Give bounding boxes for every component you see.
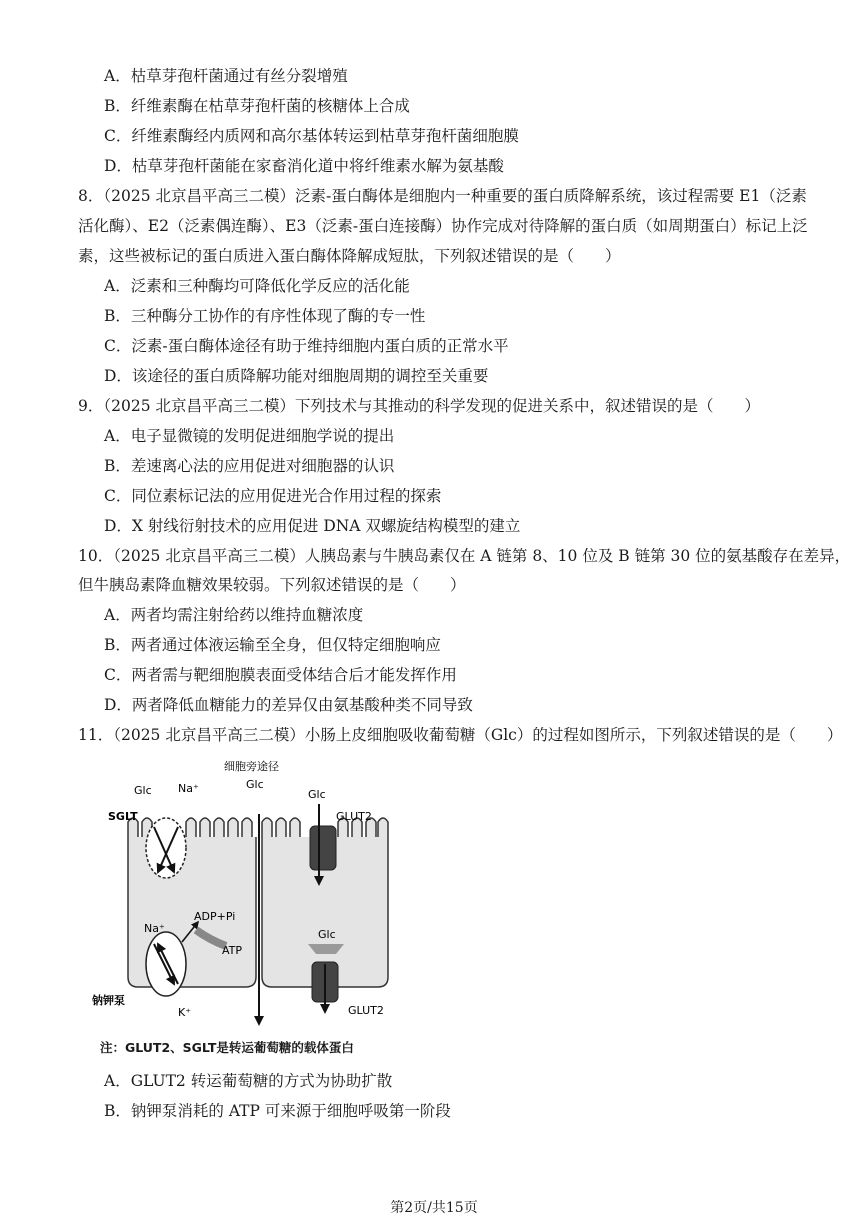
- q10-option-d: D．两者降低血糖能力的差异仅由氨基酸种类不同导致: [104, 696, 473, 714]
- q10-stem-line-2: 但牛胰岛素降血糖效果较弱。下列叙述错误的是（ ）: [78, 576, 466, 594]
- paracellular-glc-label: Glc: [246, 778, 264, 791]
- q9-option-b: B．差速离心法的应用促进对细胞器的认识: [104, 457, 395, 475]
- paracellular-title: 细胞旁途径: [224, 760, 279, 773]
- q7-option-b: B．纤维素酶在枯草芽孢杆菌的核糖体上合成: [104, 97, 410, 115]
- adp-label: ADP+Pi: [194, 910, 236, 923]
- figure-note: 注：GLUT2、SGLT是转运葡萄糖的载体蛋白: [100, 1040, 354, 1055]
- q10-option-c: C．两者需与靶细胞膜表面受体结合后才能发挥作用: [104, 666, 457, 684]
- q8-stem-line-2: 活化酶）、E2（泛素偶连酶）、E3（泛素-蛋白连接酶）协作完成对待降解的蛋白质（如周期蛋白）标记上泛: [78, 217, 808, 235]
- q7-option-c: C．纤维素酶经内质网和高尔基体转运到枯草芽孢杆菌细胞膜: [104, 127, 519, 145]
- q8-option-a: A．泛素和三种酶均可降低化学反应的活化能: [104, 277, 410, 295]
- sglt-transporter: [146, 818, 186, 878]
- pump-k-label: K⁺: [178, 1006, 192, 1019]
- q8-option-b: B．三种酶分工协作的有序性体现了酶的专一性: [104, 307, 426, 325]
- q11-option-a: A．GLUT2 转运葡萄糖的方式为协助扩散: [104, 1072, 393, 1090]
- q10-option-b: B．两者通过体液运输至全身，但仅特定细胞响应: [104, 636, 441, 654]
- q7-option-a: A．枯草芽孢杆菌通过有丝分裂增殖: [104, 67, 348, 85]
- q7-option-d: D．枯草芽孢杆菌能在家畜消化道中将纤维素水解为氨基酸: [104, 157, 504, 175]
- q8-option-c: C．泛素-蛋白酶体途径有助于维持细胞内蛋白质的正常水平: [104, 337, 509, 355]
- sglt-na-label: Na⁺: [178, 782, 199, 795]
- q8-stem-line-1: 8．（2025 北京昌平高三二模）泛素-蛋白酶体是细胞内一种重要的蛋白质降解系统，该过程需要 E1（泛素: [78, 187, 807, 205]
- q11-option-b: B．钠钾泵消耗的 ATP 可来源于细胞呼吸第一阶段: [104, 1102, 451, 1120]
- glucose-absorption-diagram: [86, 752, 446, 1042]
- pump-label: 钠钾泵: [92, 994, 125, 1007]
- pump-na-label: Na⁺: [144, 922, 165, 935]
- q9-stem: 9．（2025 北京昌平高三二模）下列技术与其推动的科学发现的促进关系中，叙述错误的是（ ）: [78, 397, 760, 415]
- atp-label: ATP: [222, 944, 243, 957]
- q8-option-d: D．该途径的蛋白质降解功能对细胞周期的调控至关重要: [104, 367, 489, 385]
- sglt-glc-label: Glc: [134, 784, 152, 797]
- q11-stem: 11．（2025 北京昌平高三二模）小肠上皮细胞吸收葡萄糖（Glc）的过程如图所示，下列叙述错误的是（ ）: [78, 726, 843, 744]
- q10-option-a: A．两者均需注射给药以维持血糖浓度: [104, 606, 364, 624]
- q9-option-d: D．X 射线衍射技术的应用促进 DNA 双螺旋结构模型的建立: [104, 517, 521, 535]
- q9-option-c: C．同位素标记法的应用促进光合作用过程的探索: [104, 487, 442, 505]
- page-footer: 第2页/共15页: [390, 1200, 478, 1216]
- glut2-apical-label: GLUT2: [336, 810, 372, 823]
- q10-stem-line-1: 10．（2025 北京昌平高三二模）人胰岛素与牛胰岛素仅在 A 链第 8、10 位及 B 链第 30 位的氨基酸存在差异，: [78, 547, 851, 565]
- glut2-apical-glc-label: Glc: [308, 788, 326, 801]
- glut2-basal-glc-label: Glc: [318, 928, 336, 941]
- sglt-label: SGLT: [108, 810, 138, 823]
- q9-option-a: A．电子显微镜的发明促进细胞学说的提出: [104, 427, 395, 445]
- glut2-basal-label: GLUT2: [348, 1004, 384, 1017]
- q8-stem-line-3: 素，这些被标记的蛋白质进入蛋白酶体降解成短肽，下列叙述错误的是（ ）: [78, 247, 621, 265]
